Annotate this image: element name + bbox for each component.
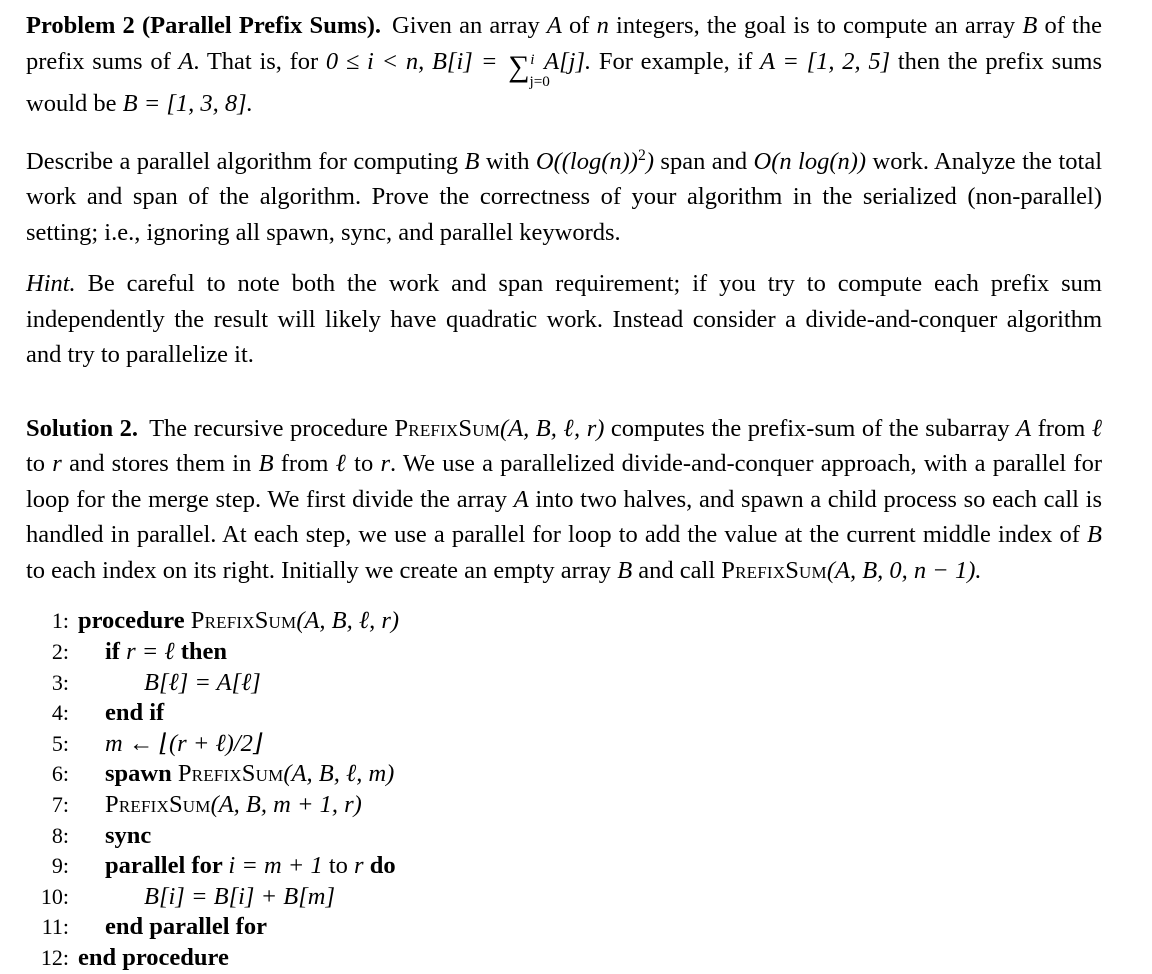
algorithm-expression: B[i] = B[i] + B[m]: [144, 882, 335, 910]
algorithm-line: [26, 668, 1102, 699]
problem-text-1: Given an array: [392, 12, 547, 39]
algorithm-line-number: 10:: [40, 883, 69, 909]
example-array-A: A = [1, 2, 5]: [760, 47, 891, 75]
summation-symbol: [508, 49, 550, 91]
algorithm-line-body: [78, 943, 229, 974]
algorithm-line: [26, 882, 1102, 913]
algorithm-line-body: [78, 882, 335, 913]
algorithm-expression: (A, B, ℓ, m): [283, 760, 395, 788]
problem-text-4: of the prefix sums of: [26, 12, 1102, 75]
sum-upper-limit: i: [530, 51, 535, 69]
algorithm-keyword: end procedure: [78, 943, 229, 971]
algorithm-keyword: do: [363, 852, 396, 880]
algorithm-line-body: [78, 698, 164, 729]
span-bound-close: ): [645, 147, 654, 175]
hint-text: Be careful to note both the work and span requirement; if you try to compute each prefix sum independently the result will likely have quadratic work. Instead consider a divide-and-conquer algorithm and try to parallelize it.: [26, 270, 1102, 369]
example-array-B: B = [1, 3, 8].: [122, 90, 253, 118]
solution-text-9: into two halves, and spawn a child process so each call is handled in parallel. At each step, we use a parallel for loop to add the value at the current middle index of: [26, 485, 1102, 549]
algorithm-line-number: 3:: [51, 669, 69, 695]
var-n-1: n: [596, 12, 609, 39]
solution-text-4: to: [26, 450, 53, 478]
algorithm-line-number: 8:: [51, 822, 69, 848]
solution-text-2: computes the prefix-sum of the subarray: [604, 414, 1017, 442]
procedure-name-inline-2: PrefixSum: [721, 556, 827, 584]
var-r-1: r: [52, 450, 62, 478]
algorithm-keyword: if: [105, 638, 127, 666]
solution-text-5: and stores them in: [61, 450, 259, 478]
algorithm-line: [26, 943, 1102, 974]
procedure-signature: (A, B, ℓ, r): [500, 414, 605, 442]
algorithm-line-body: [78, 637, 227, 668]
algorithm-line-number: 1:: [51, 608, 69, 634]
requirement-text-3: work. Analyze the total work and span of the algorithm. Prove the correctness of your algorithm in the serialized (non-parallel) setting; i.e., ignoring all spawn, sync, and parallel keywords.: [26, 147, 1102, 246]
algorithm-line-number: 9:: [51, 853, 69, 879]
algorithm-block: [26, 606, 1102, 973]
var-A-1: A: [546, 12, 562, 39]
var-B-5: B: [617, 556, 633, 584]
initial-call-args: (A, B, 0, n − 1).: [826, 556, 982, 584]
algorithm-procedure-name: PrefixSum: [105, 791, 211, 818]
work-bound: O(n log(n)): [753, 147, 867, 175]
requirement-text-1: Describe a parallel algorithm for computing: [26, 147, 465, 175]
var-B-3: B: [258, 450, 274, 478]
sum-lower-limit: j=0: [529, 73, 550, 91]
algorithm-expression: r = ℓ: [126, 638, 175, 666]
solution-text-10: to each index on its right. Initially we create an empty array: [26, 556, 618, 584]
algorithm-line-body: [78, 606, 399, 637]
solution-heading: Solution 2.: [26, 414, 139, 442]
algorithm-line-number: 11:: [41, 914, 69, 940]
problem-text-2: of: [561, 12, 597, 39]
algorithm-line: [26, 729, 1102, 760]
equals-sign: =: [482, 47, 497, 75]
algorithm-keyword: spawn: [105, 760, 178, 788]
solution-text-7: to: [346, 450, 381, 478]
algorithm-keyword: sync: [105, 821, 152, 849]
solution-text-3: from: [1031, 414, 1092, 442]
problem-heading: Problem 2 (Parallel Prefix Sums).: [26, 12, 382, 39]
algorithm-line: [26, 851, 1102, 882]
algorithm-text: to: [322, 852, 355, 880]
algorithm-line: [26, 637, 1102, 668]
algorithm-line-body: [78, 759, 394, 790]
var-l-1: ℓ: [1091, 414, 1102, 442]
algorithm-line-number: 6:: [51, 761, 69, 787]
problem-text-6: For example, if: [591, 47, 761, 75]
document-content: [26, 8, 1102, 974]
span-bound: O((log(n)): [535, 147, 638, 175]
algorithm-keyword: end if: [105, 699, 165, 727]
defn-lhs: B[i]: [431, 47, 473, 75]
solution-text-11: and call: [632, 556, 722, 584]
algorithm-line-number: 7:: [51, 792, 69, 817]
algorithm-expression: (A, B, ℓ, r): [296, 607, 400, 635]
problem-text-5: . That is, for: [193, 47, 326, 75]
requirement-text-2: span and: [653, 147, 754, 175]
hint-paragraph: [26, 266, 1102, 373]
algorithm-expression: B[ℓ] = A[ℓ]: [144, 668, 261, 696]
problem-text-3: integers, the goal is to compute an array: [608, 12, 1023, 39]
algorithm-line: [26, 912, 1102, 943]
algorithm-line-body: [78, 790, 362, 821]
solution-paragraph: [26, 411, 1102, 589]
algorithm-expression: (A, B, m + 1, r): [210, 791, 362, 818]
algorithm-expression: m ← ⌊(r + ℓ)/2⌋: [105, 729, 263, 757]
span-bound-exponent: 2: [637, 146, 646, 164]
algorithm-procedure-name: PrefixSum: [177, 760, 284, 788]
algorithm-line-body: [78, 851, 396, 882]
algorithm-line-body: [78, 668, 261, 699]
var-l-2: ℓ: [335, 450, 347, 478]
hint-label: Hint.: [26, 270, 76, 298]
sum-term: A[j].: [544, 47, 592, 75]
algorithm-line-body: [78, 821, 151, 852]
var-B-4: B: [1087, 521, 1102, 549]
algorithm-line-number: 2:: [51, 639, 69, 665]
var-A-4: A: [513, 485, 529, 513]
problem-text-7: then the prefix sums would be: [26, 47, 1102, 118]
var-A-2: A: [178, 47, 194, 75]
problem-statement-paragraph: [26, 8, 1102, 122]
algorithm-line: [26, 790, 1102, 821]
algorithm-keyword: end parallel for: [105, 913, 267, 941]
var-A-3: A: [1016, 414, 1032, 442]
solution-text-8: . We use a parallelized divide-and-conquer approach, with a parallel for loop for the merge step. We first divide the array: [26, 450, 1103, 513]
algorithm-line-number: 12:: [40, 944, 69, 970]
algorithm-procedure-name: PrefixSum: [190, 607, 297, 635]
algorithm-line-body: [78, 912, 267, 943]
algorithm-line-number: 5:: [51, 730, 69, 756]
algorithm-expression: i = m + 1: [228, 852, 323, 880]
solution-text-1: The recursive procedure: [149, 414, 395, 442]
var-B-2: B: [464, 147, 480, 175]
algorithm-keyword: then: [174, 638, 228, 666]
algorithm-line: [26, 606, 1102, 637]
algorithm-keyword: parallel for: [105, 852, 229, 880]
var-r-2: r: [380, 450, 391, 478]
var-B-1: B: [1022, 12, 1038, 39]
solution-text-6: from: [273, 450, 336, 478]
sigma-glyph: ∑: [508, 49, 530, 83]
requirement-paragraph: Describe a parallel algorithm for computing B with $O((\log(n))^2)$ span and O(n log(n)) work. Analyze the total work and span of the algorithm. Prove the correctness of your algorithm in the serialized (non-parallel) setting; i.e., ignoring all spawn, sync, and parallel keywords.: [26, 146, 1102, 246]
algorithm-line-body: [78, 729, 262, 760]
algorithm-keyword: procedure: [78, 607, 191, 635]
algorithm-line: [26, 759, 1102, 790]
algorithm-line: [26, 698, 1102, 729]
algorithm-line-number: 4:: [51, 700, 69, 726]
algorithm-expression: r: [354, 852, 364, 880]
procedure-name-inline-1: PrefixSum: [394, 414, 501, 442]
algorithm-line: [26, 821, 1102, 852]
range-expression: 0 ≤ i < n,: [325, 47, 425, 75]
